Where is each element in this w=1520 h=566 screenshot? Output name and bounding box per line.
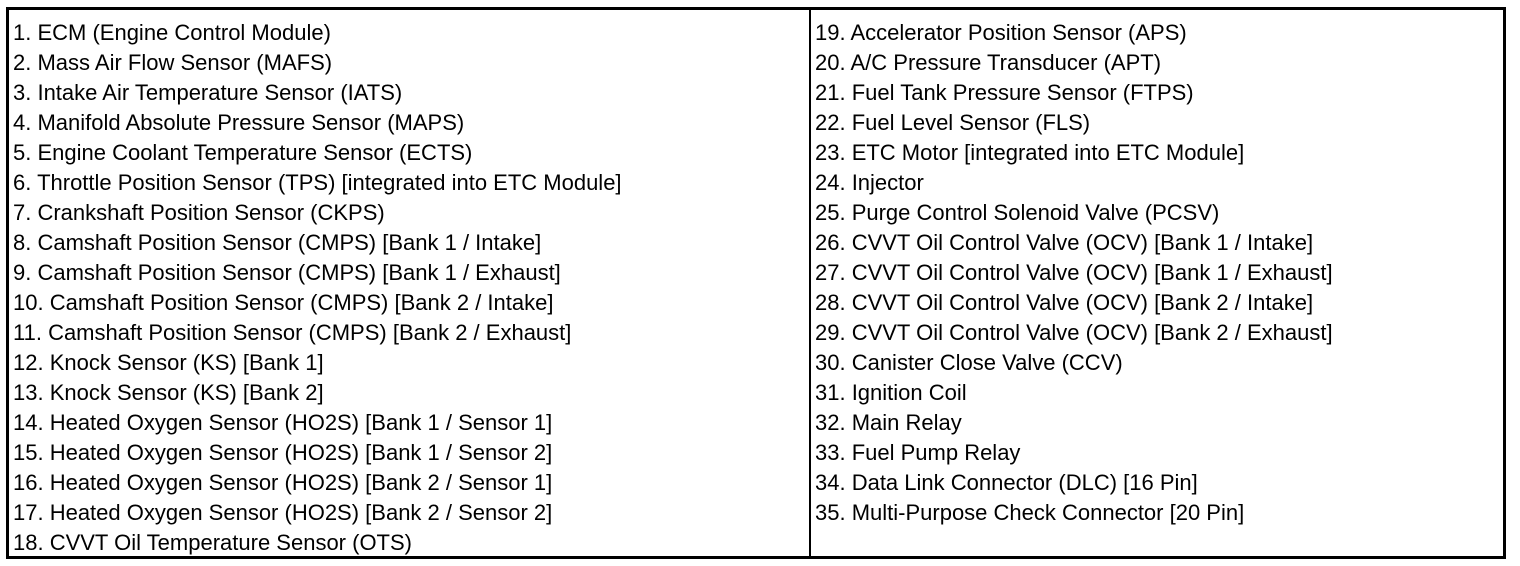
component-list-item: 3. Intake Air Temperature Sensor (IATS) <box>13 80 403 105</box>
component-list-item: 11. Camshaft Position Sensor (CMPS) [Bank 2 / Exhaust] <box>13 320 572 345</box>
component-list-item: 16. Heated Oxygen Sensor (HO2S) [Bank 2 / Sensor 1] <box>13 470 553 495</box>
component-list-item: 32. Main Relay <box>815 410 962 435</box>
component-list-item: 17. Heated Oxygen Sensor (HO2S) [Bank 2 / Sensor 2] <box>13 500 553 525</box>
component-list-item: 9. Camshaft Position Sensor (CMPS) [Bank 1 / Exhaust] <box>13 260 561 285</box>
component-list-item: 26. CVVT Oil Control Valve (OCV) [Bank 1 / Intake] <box>815 230 1314 255</box>
component-list-item: 35. Multi-Purpose Check Connector [20 Pin] <box>815 500 1245 525</box>
legend-column-right <box>811 10 1503 556</box>
component-list-item: 34. Data Link Connector (DLC) [16 Pin] <box>815 470 1198 495</box>
component-list-item: 7. Crankshaft Position Sensor (CKPS) <box>13 200 385 225</box>
component-list-item: 2. Mass Air Flow Sensor (MAFS) <box>13 50 333 75</box>
component-list-item: 5. Engine Coolant Temperature Sensor (ECTS) <box>13 140 473 165</box>
component-list-item: 14. Heated Oxygen Sensor (HO2S) [Bank 1 / Sensor 1] <box>13 410 553 435</box>
component-list-item: 15. Heated Oxygen Sensor (HO2S) [Bank 1 / Sensor 2] <box>13 440 553 465</box>
component-list-item: 1. ECM (Engine Control Module) <box>13 20 331 45</box>
component-list-right <box>811 18 1503 528</box>
component-legend-table <box>6 7 1506 559</box>
component-list-item: 21. Fuel Tank Pressure Sensor (FTPS) <box>815 80 1194 105</box>
component-list-item: 19. Accelerator Position Sensor (APS) <box>815 20 1187 45</box>
component-list-item: 23. ETC Motor [integrated into ETC Module] <box>815 140 1245 165</box>
component-list-item: 22. Fuel Level Sensor (FLS) <box>815 110 1091 135</box>
component-list-item: 30. Canister Close Valve (CCV) <box>815 350 1123 375</box>
component-list-left <box>9 18 809 558</box>
component-list-item: 4. Manifold Absolute Pressure Sensor (MAPS) <box>13 110 465 135</box>
component-list-item: 6. Throttle Position Sensor (TPS) [integrated into ETC Module] <box>13 170 622 195</box>
component-list-item: 18. CVVT Oil Temperature Sensor (OTS) <box>13 530 412 555</box>
component-list-item: 25. Purge Control Solenoid Valve (PCSV) <box>815 200 1220 225</box>
component-list-item: 27. CVVT Oil Control Valve (OCV) [Bank 1 / Exhaust] <box>815 260 1333 285</box>
component-list-item: 29. CVVT Oil Control Valve (OCV) [Bank 2 / Exhaust] <box>815 320 1333 345</box>
legend-column-left <box>9 10 811 556</box>
component-list-item: 12. Knock Sensor (KS) [Bank 1] <box>13 350 324 375</box>
component-list-item: 8. Camshaft Position Sensor (CMPS) [Bank 1 / Intake] <box>13 230 542 255</box>
component-list-item: 33. Fuel Pump Relay <box>815 440 1021 465</box>
component-list-item: 28. CVVT Oil Control Valve (OCV) [Bank 2 / Intake] <box>815 290 1314 315</box>
component-list-item: 24. Injector <box>815 170 924 195</box>
component-list-item: 13. Knock Sensor (KS) [Bank 2] <box>13 380 324 405</box>
component-list-item: 20. A/C Pressure Transducer (APT) <box>815 50 1162 75</box>
component-list-item: 31. Ignition Coil <box>815 380 967 405</box>
component-list-item: 10. Camshaft Position Sensor (CMPS) [Bank 2 / Intake] <box>13 290 554 315</box>
